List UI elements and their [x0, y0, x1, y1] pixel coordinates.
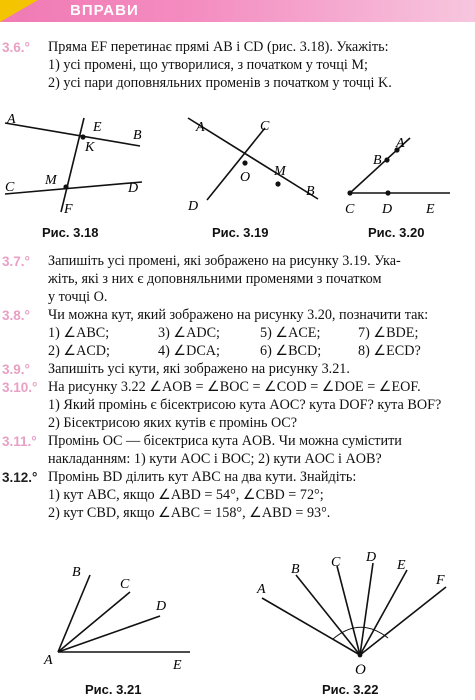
- section-title: ВПРАВИ: [70, 2, 139, 19]
- exercise-line: 2) кут CBD, якщо ∠ABC = 158°, ∠ABD = 93°.: [48, 505, 331, 522]
- label-E-3-21: E: [173, 658, 182, 673]
- exercise-number: 3.7.°: [2, 254, 30, 269]
- exercise-line: Запишіть усі промені, які зображено на рисунку 3.19. Ука-: [48, 253, 401, 269]
- label-A-3-22: A: [257, 582, 266, 597]
- exercise-number: 3.10.°: [2, 380, 38, 395]
- exercise-line: 2) Бісектрисою яких кутів є промінь OC?: [48, 415, 298, 432]
- exercise-line: жіть, які з них є доповняльними променями з початком: [48, 271, 382, 288]
- figure-caption-3-18: Рис. 3.18: [42, 225, 99, 240]
- option: 6) ∠BCD;: [260, 343, 322, 359]
- option: 3) ∠ADC;: [158, 325, 220, 341]
- label-A-3-20: A: [396, 136, 405, 151]
- label-B-3-18: B: [133, 128, 142, 143]
- exercise-line: у точці O.: [48, 289, 108, 306]
- label-O-3-22: O: [355, 662, 366, 678]
- exercise-line: Промінь BD ділить кут ABC на два кути. Знайдіть:: [48, 469, 357, 485]
- label-O-3-19: O: [240, 170, 251, 185]
- exercise-3-8: [48, 306, 428, 324]
- exercise-number: 3.8.°: [2, 308, 30, 323]
- exercise-number: 3.11.°: [2, 434, 37, 449]
- label-C-3-20: C: [345, 202, 355, 217]
- label-D-3-18: D: [128, 181, 139, 196]
- exercise-line: Чи можна кут, який зображено на рисунку 3.20, позначити так:: [48, 307, 429, 323]
- figure-caption-3-20: Рис. 3.20: [368, 225, 425, 240]
- exercise-line: 1) Який промінь є бісектрисою кута AOC? кута DOF? кута BOF?: [48, 397, 442, 414]
- exercise-3-9: [48, 360, 350, 378]
- label-E-3-18: E: [93, 120, 102, 135]
- label-B-3-21: B: [72, 565, 81, 580]
- option: 4) ∠DCA;: [158, 343, 220, 359]
- label-E-3-22: E: [397, 558, 406, 573]
- label-C-3-19: C: [260, 119, 270, 134]
- label-B-3-19: B: [306, 184, 315, 199]
- exercise-3-7: [48, 252, 401, 307]
- label-B-3-22: B: [291, 562, 300, 577]
- label-A-3-18: A: [7, 112, 16, 127]
- label-C-3-22: C: [331, 555, 341, 570]
- exercise-line: На рисунку 3.22 ∠AOB = ∠BOC = ∠COD = ∠DOE = ∠EOF.: [48, 379, 421, 395]
- label-A-3-21: A: [44, 653, 53, 668]
- label-D-3-20: D: [382, 202, 393, 217]
- label-F-3-18: F: [64, 202, 73, 217]
- figure-caption-3-21: Рис. 3.21: [85, 682, 142, 697]
- option: 1) ∠ABC;: [48, 325, 110, 341]
- exercise-number: 3.6.°: [2, 40, 30, 55]
- exercise-number: 3.9.°: [2, 362, 30, 377]
- label-C-3-21: C: [120, 577, 130, 592]
- option: 8) ∠ECD?: [358, 343, 421, 359]
- label-B-3-20: B: [373, 153, 382, 168]
- exercise-line: Промінь OC — бісектриса кута AOB. Чи можна сумістити: [48, 433, 402, 449]
- exercise-line: 2) усі пари доповняльних променів з початком у точці K.: [48, 75, 392, 92]
- label-M-3-19: M: [274, 164, 286, 179]
- exercise-line: 1) усі промені, що утворилися, з початком у точці M;: [48, 57, 368, 74]
- exercise-line: 1) кут ABC, якщо ∠ABD = 54°, ∠CBD = 72°;: [48, 487, 324, 504]
- exercise-3-12: [48, 468, 356, 523]
- exercise-line: Пряма EF перетинає прямі AB і CD (рис. 3.18). Укажіть:: [48, 39, 389, 55]
- option: 5) ∠ACE;: [260, 325, 321, 341]
- exercise-line: накладанням: 1) кути AOC і BOC; 2) кути AOC і AOB?: [48, 451, 382, 468]
- exercise-number: 3.12.°: [2, 470, 38, 485]
- figure-caption-3-19: Рис. 3.19: [212, 225, 269, 240]
- option: 7) ∠BDE;: [358, 325, 419, 341]
- label-E-3-20: E: [426, 202, 435, 217]
- label-K-3-18: K: [85, 140, 95, 155]
- figure-caption-3-22: Рис. 3.22: [322, 682, 379, 697]
- label-D-3-21: D: [156, 599, 167, 614]
- exercise-line: Запишіть усі кути, які зображено на рисунку 3.21.: [48, 361, 350, 377]
- option: 2) ∠ACD;: [48, 343, 110, 359]
- label-F-3-22: F: [436, 573, 445, 588]
- exercise-3-11: [48, 432, 402, 468]
- label-D-3-19: D: [188, 199, 199, 214]
- label-A-3-19: A: [196, 120, 205, 135]
- label-C-3-18: C: [5, 180, 15, 195]
- label-D-3-22: D: [366, 550, 377, 565]
- label-M-3-18: M: [45, 173, 57, 188]
- exercise-3-10: [48, 378, 441, 433]
